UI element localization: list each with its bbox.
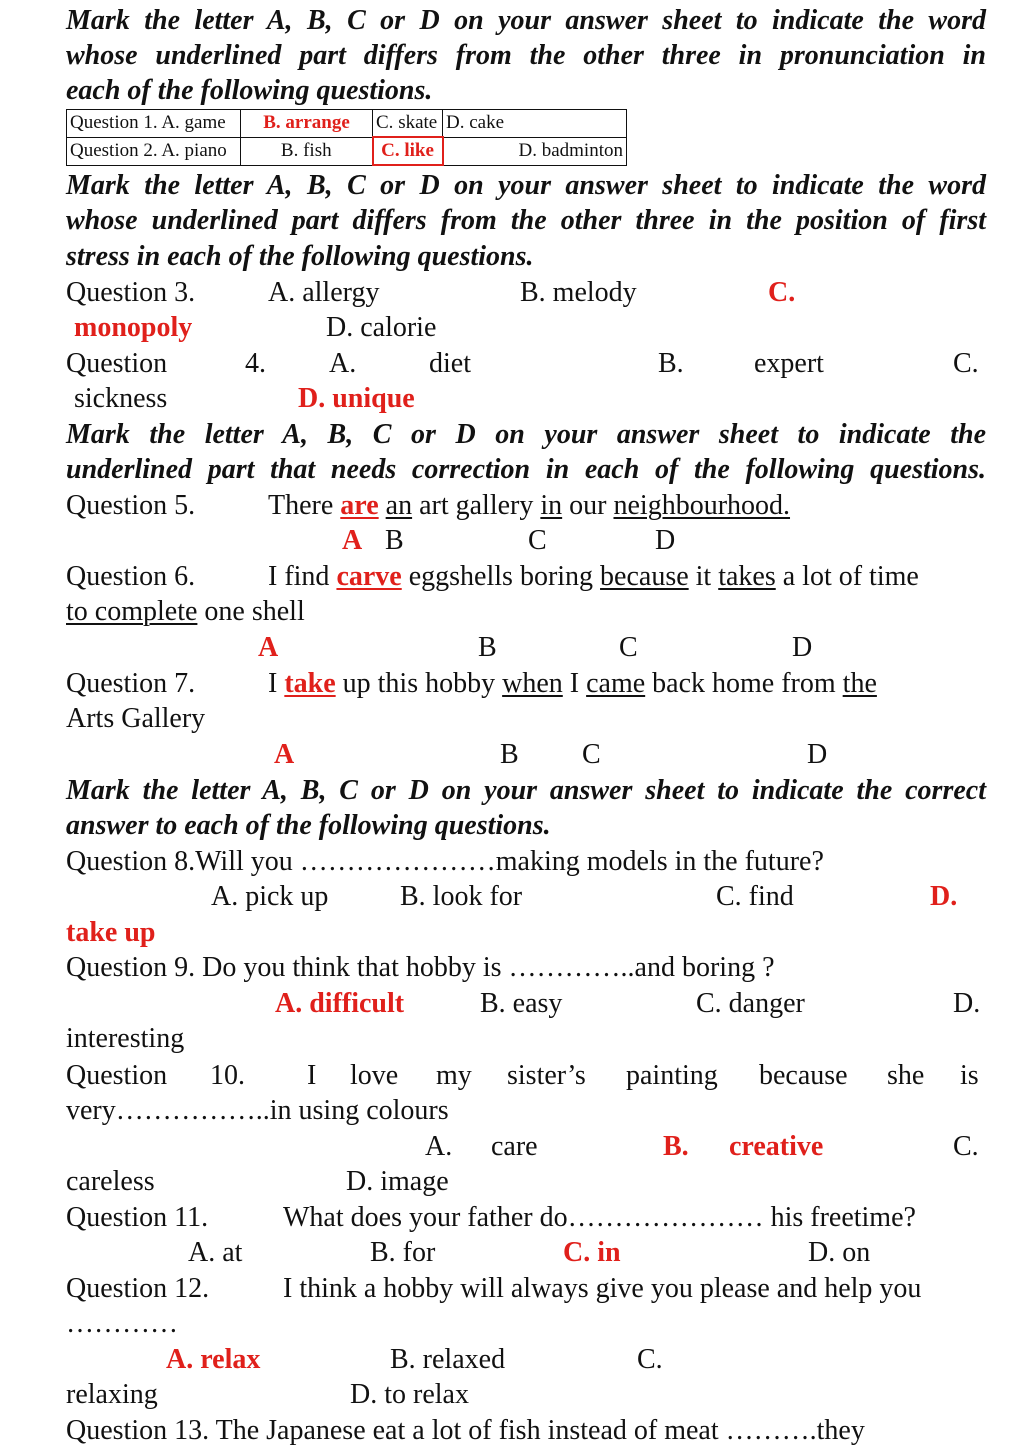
q7-sentence-line2: Arts Gallery [66, 703, 206, 734]
q4-option-a-word: diet [429, 348, 471, 379]
q10-option-d: D. image [346, 1166, 449, 1197]
q11-label: Question 11. [66, 1202, 209, 1233]
q7-letter-c: C [582, 739, 601, 770]
q10-option-a-letter: A. [425, 1131, 453, 1162]
q7-underline-c: came [586, 668, 646, 699]
q8-option-c: C. find [716, 881, 794, 912]
q10-word-because: because [759, 1060, 848, 1091]
q10-option-c-word: careless [66, 1166, 155, 1197]
q2-option-d: D. badminton [443, 137, 627, 165]
q12-option-d: D. to relax [350, 1379, 469, 1410]
q9-option-d-word: interesting [66, 1023, 185, 1054]
q11-option-c-answer: C. in [563, 1237, 621, 1268]
q10-option-a-word: care [491, 1131, 538, 1162]
q9-stem: Question 9. Do you think that hobby is …………..and boring ? [66, 952, 775, 983]
q10-word-my: my [436, 1060, 472, 1091]
q5-underline-c: in [540, 490, 563, 521]
q10-number: 10. [210, 1060, 245, 1091]
q5-letter-d: D [655, 525, 676, 556]
pronunciation-table [66, 109, 627, 166]
q4-option-b-letter: B. [658, 348, 684, 379]
q8-option-b: B. look for [400, 881, 523, 912]
q6-underline-b: because [600, 561, 689, 592]
q11-stem: What does your father do………………… his freetime? [283, 1202, 916, 1233]
q4-word-question: Question [66, 348, 168, 379]
q12-option-b: B. relaxed [390, 1344, 506, 1375]
q12-label: Question 12. [66, 1273, 210, 1304]
q12-blank-dots: ………… [66, 1308, 178, 1339]
q10-option-b-word-answer: creative [729, 1131, 824, 1162]
q6-letter-d: D [792, 632, 813, 663]
section4-instruction-line2: answer to each of the following questions. [66, 810, 551, 841]
q2-option-c-answer: C. like [373, 137, 443, 165]
q7-label: Question 7. [66, 668, 196, 699]
q7-underline-d: the [842, 668, 877, 699]
q3-option-d: D. calorie [326, 312, 437, 343]
q10-word-painting: painting [626, 1060, 718, 1091]
q6-letter-a-answer: A [258, 632, 279, 663]
section2-instruction-line2: whose underlined part differs from the other three in the position of first [66, 205, 986, 236]
q12-option-c-letter: C. [637, 1344, 663, 1375]
q5-underline-b: an [385, 490, 413, 521]
table-row-q2 [67, 137, 627, 165]
q5-label: Question 5. [66, 490, 196, 521]
q10-word-question: Question [66, 1060, 168, 1091]
q10-word-is: is [960, 1060, 979, 1091]
q11-option-a: A. at [188, 1237, 243, 1268]
q3-label: Question 3. [66, 277, 196, 308]
section1-instruction-line2: whose underlined part differs from the other three in pronunciation in [66, 40, 986, 71]
q4-option-c-word: sickness [74, 383, 168, 414]
q4-option-d-answer: D. unique [298, 383, 415, 414]
q7-underline-a: take [284, 668, 336, 699]
q8-option-d-answer: D. [930, 881, 958, 912]
q6-sentence-line2: to complete one shell [66, 596, 305, 627]
q6-underline-a: carve [336, 561, 402, 592]
q4-option-c-letter: C. [953, 348, 979, 379]
q5-letter-a-answer: A [342, 525, 363, 556]
q9-option-a-answer: A. difficult [275, 988, 405, 1019]
q6-underline-d: to complete [66, 596, 198, 627]
section1-instruction-line1: Mark the letter A, B, C or D on your answer sheet to indicate the word [66, 5, 986, 36]
section4-instruction-line1: Mark the letter A, B, C or D on your answer sheet to indicate the correct [66, 775, 986, 806]
q7-underline-b: when [502, 668, 563, 699]
q12-stem: I think a hobby will always give you please and help you [283, 1273, 922, 1304]
q2-option-b: B. fish [241, 137, 373, 165]
q1-option-a: Question 1. A. game [67, 110, 241, 138]
q4-number: 4. [245, 348, 266, 379]
q6-letter-b: B [478, 632, 497, 663]
q8-option-d-word: take up [66, 917, 156, 948]
q4-option-b-word: expert [754, 348, 824, 379]
q1-option-b-answer: B. arrange [241, 110, 373, 138]
q10-word-i: I [307, 1060, 317, 1091]
q1-option-d: D. cake [443, 110, 627, 138]
table-row-q1 [67, 110, 627, 138]
section3-instruction-line1: Mark the letter A, B, C or D on your answer sheet to indicate the [66, 419, 986, 450]
q11-option-d: D. on [808, 1237, 871, 1268]
q5-underline-a: are [340, 490, 379, 521]
section2-instruction-line1: Mark the letter A, B, C or D on your answer sheet to indicate the word [66, 170, 986, 201]
q5-letter-b: B [385, 525, 404, 556]
q7-letter-a-answer: A [274, 739, 295, 770]
q11-option-b: B. for [370, 1237, 436, 1268]
q13-stem: Question 13. The Japanese eat a lot of fish instead of meat ……….they [66, 1415, 865, 1446]
q5-sentence: There are an art gallery in our neighbourhood. [268, 490, 791, 521]
q5-letter-c: C [528, 525, 547, 556]
section3-instruction-line2: underlined part that needs correction in each of the following questions. [66, 454, 986, 485]
q1-option-c: C. skate [373, 110, 443, 138]
q9-option-d: D. [953, 988, 981, 1019]
q7-sentence-line1: I take up this hobby when I came back home from the [268, 668, 877, 699]
q7-letter-d: D [807, 739, 828, 770]
section2-instruction-line3: stress in each of the following questions. [66, 241, 534, 272]
q6-underline-c: takes [718, 561, 776, 592]
q12-option-a-answer: A. relax [166, 1344, 261, 1375]
q3-option-c-word: monopoly [74, 312, 193, 343]
q10-option-c-letter: C. [953, 1131, 979, 1162]
q8-stem: Question 8.Will you …………………making models in the future? [66, 846, 824, 877]
q3-option-b: B. melody [520, 277, 637, 308]
q6-letter-c: C [619, 632, 638, 663]
q10-word-sisters: sister’s [507, 1060, 586, 1091]
section1-instruction-line3: each of the following questions. [66, 75, 433, 106]
q10-word-she: she [887, 1060, 925, 1091]
q10-word-love: love [350, 1060, 399, 1091]
q3-option-c-answer: C. [768, 277, 796, 308]
q5-underline-d: neighbourhood. [613, 490, 791, 521]
q6-label: Question 6. [66, 561, 196, 592]
q7-letter-b: B [500, 739, 519, 770]
q9-option-c: C. danger [696, 988, 805, 1019]
q4-option-a-letter: A. [329, 348, 357, 379]
q10-option-b-letter-answer: B. [663, 1131, 689, 1162]
q12-option-c-word: relaxing [66, 1379, 158, 1410]
q9-option-b: B. easy [480, 988, 563, 1019]
q8-option-a: A. pick up [211, 881, 329, 912]
q10-stem-line2: very……………..in using colours [66, 1095, 449, 1126]
q3-option-a: A. allergy [268, 277, 380, 308]
q6-sentence-line1: I find carve eggshells boring because it takes a lot of time [268, 561, 919, 592]
q2-option-a: Question 2. A. piano [67, 137, 241, 165]
